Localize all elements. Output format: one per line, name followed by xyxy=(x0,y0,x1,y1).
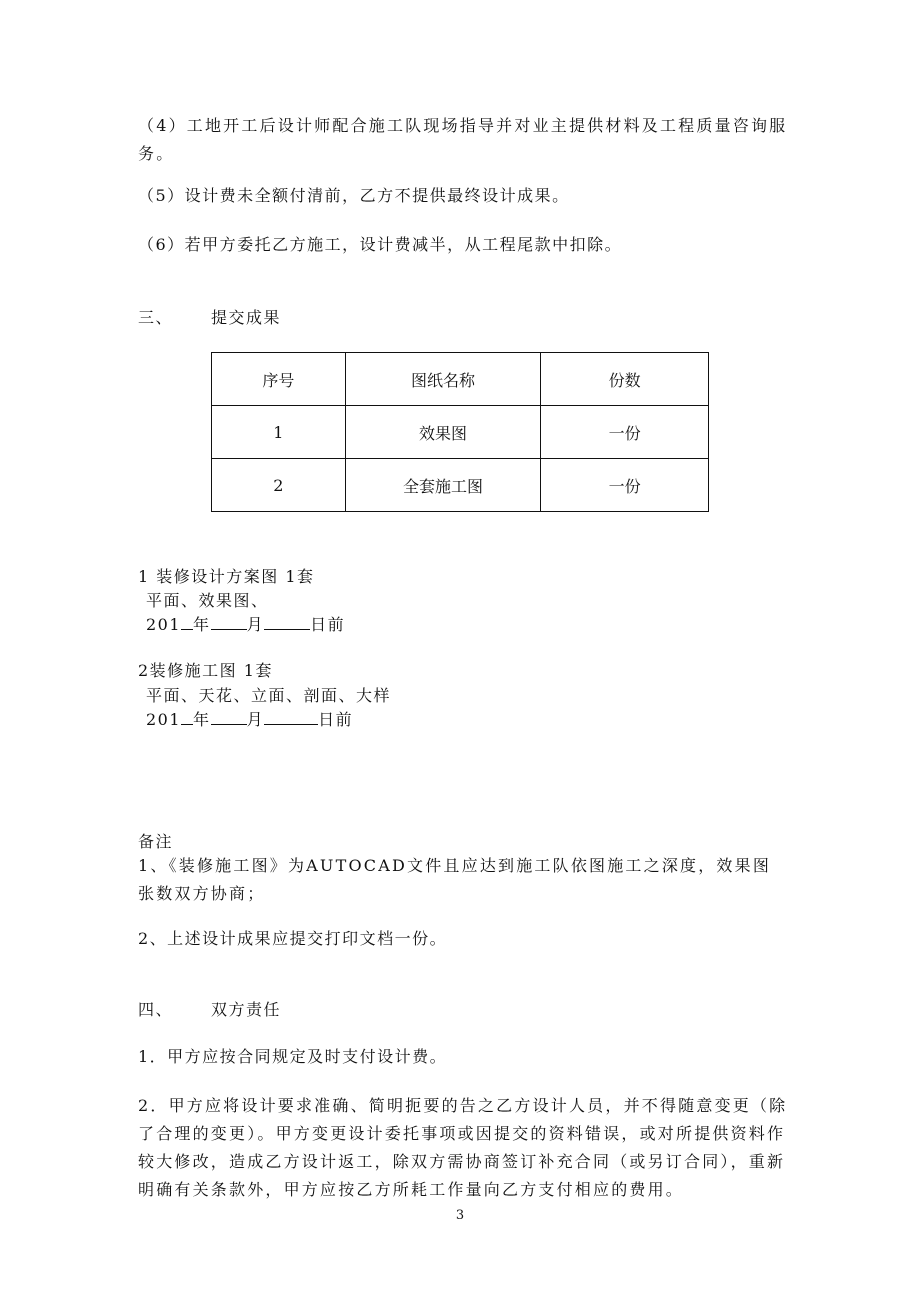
year-blank xyxy=(181,611,193,630)
table-cell: 全套施工图 xyxy=(345,459,541,512)
month-blank xyxy=(211,706,247,725)
note-2: 2、上述设计成果应提交打印文档一份。 xyxy=(138,929,448,948)
section-4-heading xyxy=(138,996,788,1024)
day-blank xyxy=(264,706,318,725)
table-cell: 一份 xyxy=(541,406,709,459)
table-cell: 效果图 xyxy=(345,406,541,459)
deliverable-1-title: 1 装修设计方案图 1套 xyxy=(138,567,315,586)
clause-4: （4）工地开工后设计师配合施工队现场指导并对业主提供材料及工程质量咨询服务。 xyxy=(138,116,788,163)
clause-6: （6）若甲方委托乙方施工，设计费减半，从工程尾款中扣除。 xyxy=(138,235,623,254)
section-4-title: 双方责任 xyxy=(211,1000,282,1019)
deliverable-2-day-label: 日前 xyxy=(318,710,354,729)
deliverable-1-date xyxy=(146,611,796,639)
deliverable-2-year-label: 年 xyxy=(193,710,211,729)
deliverable-1-day-label: 日前 xyxy=(310,615,346,634)
table-header-row xyxy=(212,353,709,406)
deliverable-1-month-label: 月 xyxy=(246,615,265,634)
deliverable-1-content: 平面、效果图、 xyxy=(146,591,269,610)
deliverable-1-year: 201 xyxy=(146,615,182,634)
table-row xyxy=(212,406,709,459)
clause-5: （5）设计费未全额付清前，乙方不提供最终设计成果。 xyxy=(138,186,570,205)
section-3-number: 三、 xyxy=(138,308,174,327)
deliverable-2-title: 2装修施工图 1套 xyxy=(138,661,273,680)
month-blank xyxy=(211,611,247,630)
table-header-cell: 序号 xyxy=(212,353,346,406)
table-cell: 1 xyxy=(212,406,346,459)
responsibility-2: 2．甲方应将设计要求准确、简明扼要的告之乙方设计人员，并不得随意变更（除了合理的变更）。甲方变更设计委托事项或因提交的资料错误，或对所提供资料作较大修改，造成乙方设计返工，除双方需协商签订补充合同（或另订合同），重新明确有关条款外，甲方应按乙方所耗工作量向乙方支付相应的费用。 xyxy=(138,1096,788,1199)
section-3-title: 提交成果 xyxy=(211,308,282,327)
table-header-cell: 份数 xyxy=(541,353,709,406)
day-blank xyxy=(264,611,310,630)
table-cell: 2 xyxy=(212,459,346,512)
deliverable-2-date xyxy=(146,706,796,734)
note-1: 1、《装修施工图》为AUTOCAD文件且应达到施工队依图施工之深度，效果图张数双方协商； xyxy=(138,856,772,903)
table-cell: 一份 xyxy=(541,459,709,512)
deliverable-2-year: 201 xyxy=(146,710,182,729)
year-blank xyxy=(181,706,193,725)
notes-heading: 备注 xyxy=(138,832,174,851)
deliverable-1-year-label: 年 xyxy=(193,615,211,634)
deliverable-2-content: 平面、天花、立面、剖面、大样 xyxy=(146,686,392,705)
section-4-number: 四、 xyxy=(138,1000,174,1019)
page-number: 3 xyxy=(455,1208,465,1223)
table-row xyxy=(212,459,709,512)
responsibility-1: 1．甲方应按合同规定及时支付设计费。 xyxy=(138,1047,448,1066)
section-3-heading xyxy=(138,304,788,332)
deliverables-table xyxy=(211,352,709,512)
deliverable-2-month-label: 月 xyxy=(246,710,265,729)
table-header-cell: 图纸名称 xyxy=(345,353,541,406)
